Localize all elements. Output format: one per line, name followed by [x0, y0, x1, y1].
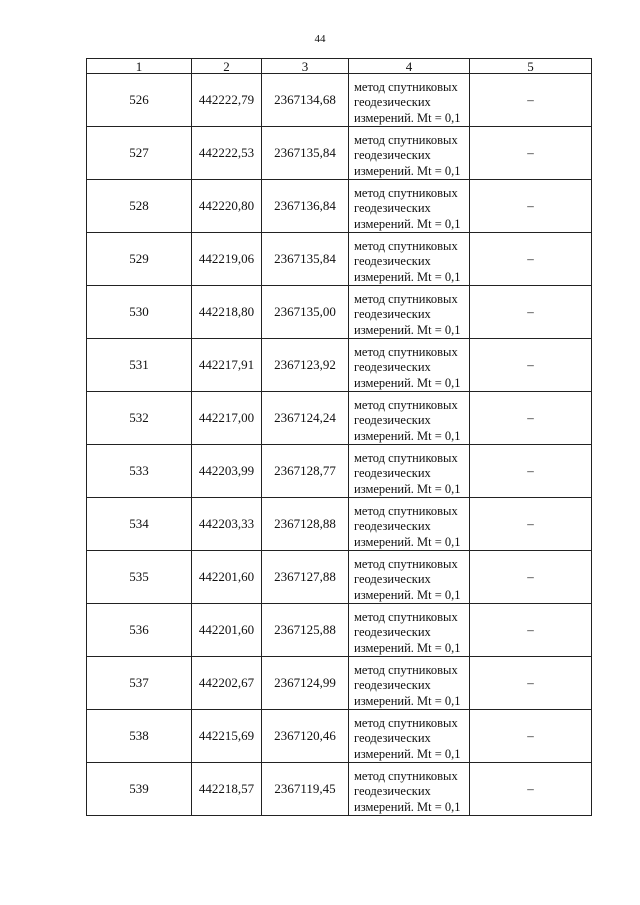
note-cell: – [470, 445, 592, 498]
x-coordinate-cell: 442215,69 [192, 710, 262, 763]
method-line: метод спутниковых [354, 132, 458, 147]
method-cell [349, 763, 470, 816]
method-line: метод спутниковых [354, 238, 458, 253]
point-number-cell: 535 [87, 551, 192, 604]
table-row [87, 74, 592, 127]
table-row [87, 392, 592, 445]
method-line: измерений. Mt = 0,1 [354, 693, 461, 708]
page-number: 44 [314, 33, 326, 45]
table-row [87, 445, 592, 498]
method-line: измерений. Mt = 0,1 [354, 481, 461, 496]
point-number-cell: 538 [87, 710, 192, 763]
y-coordinate-cell: 2367127,88 [262, 551, 349, 604]
note-cell: – [470, 339, 592, 392]
method-line: измерений. Mt = 0,1 [354, 322, 461, 337]
point-number-cell: 532 [87, 392, 192, 445]
method-line: метод спутниковых [354, 556, 458, 571]
note-cell: – [470, 498, 592, 551]
method-line: метод спутниковых [354, 344, 458, 359]
note-cell: – [470, 551, 592, 604]
point-number-cell: 534 [87, 498, 192, 551]
table-row [87, 286, 592, 339]
method-cell [349, 286, 470, 339]
x-coordinate-cell: 442217,00 [192, 392, 262, 445]
x-coordinate-cell: 442222,79 [192, 74, 262, 127]
x-coordinate-cell: 442201,60 [192, 551, 262, 604]
y-coordinate-cell: 2367135,84 [262, 127, 349, 180]
table-row [87, 604, 592, 657]
method-cell [349, 551, 470, 604]
method-line: геодезических [354, 678, 431, 692]
method-cell [349, 74, 470, 127]
y-coordinate-cell: 2367123,92 [262, 339, 349, 392]
table-row [87, 180, 592, 233]
method-line: геодезических [354, 625, 431, 639]
coordinates-table [86, 58, 592, 816]
header-cell-1: 1 [87, 59, 192, 74]
method-line: измерений. Mt = 0,1 [354, 375, 461, 390]
method-line: метод спутниковых [354, 79, 458, 94]
method-cell [349, 657, 470, 710]
note-cell: – [470, 763, 592, 816]
y-coordinate-cell: 2367128,88 [262, 498, 349, 551]
point-number-cell: 527 [87, 127, 192, 180]
y-coordinate-cell: 2367134,68 [262, 74, 349, 127]
y-coordinate-cell: 2367125,88 [262, 604, 349, 657]
method-line: метод спутниковых [354, 768, 458, 783]
method-cell [349, 710, 470, 763]
point-number-cell: 529 [87, 233, 192, 286]
x-coordinate-cell: 442203,33 [192, 498, 262, 551]
table-row [87, 551, 592, 604]
method-cell [349, 339, 470, 392]
x-coordinate-cell: 442203,99 [192, 445, 262, 498]
method-cell [349, 233, 470, 286]
point-number-cell: 531 [87, 339, 192, 392]
point-number-cell: 533 [87, 445, 192, 498]
table-row [87, 339, 592, 392]
method-line: метод спутниковых [354, 185, 458, 200]
x-coordinate-cell: 442218,57 [192, 763, 262, 816]
method-line: измерений. Mt = 0,1 [354, 110, 461, 125]
table-row [87, 498, 592, 551]
note-cell: – [470, 604, 592, 657]
method-line: геодезических [354, 784, 431, 798]
y-coordinate-cell: 2367135,00 [262, 286, 349, 339]
note-cell: – [470, 180, 592, 233]
method-cell [349, 604, 470, 657]
x-coordinate-cell: 442218,80 [192, 286, 262, 339]
method-line: геодезических [354, 413, 431, 427]
method-line: геодезических [354, 360, 431, 374]
method-line: геодезических [354, 307, 431, 321]
method-line: измерений. Mt = 0,1 [354, 428, 461, 443]
method-line: геодезических [354, 572, 431, 586]
method-line: геодезических [354, 201, 431, 215]
table-row [87, 657, 592, 710]
method-line: метод спутниковых [354, 397, 458, 412]
method-line: метод спутниковых [354, 609, 458, 624]
point-number-cell: 539 [87, 763, 192, 816]
method-cell [349, 180, 470, 233]
note-cell: – [470, 710, 592, 763]
method-line: измерений. Mt = 0,1 [354, 534, 461, 549]
method-cell [349, 392, 470, 445]
method-line: измерений. Mt = 0,1 [354, 216, 461, 231]
method-line: измерений. Mt = 0,1 [354, 587, 461, 602]
note-cell: – [470, 233, 592, 286]
method-line: геодезических [354, 466, 431, 480]
method-line: метод спутниковых [354, 450, 458, 465]
x-coordinate-cell: 442217,91 [192, 339, 262, 392]
header-cell-5: 5 [470, 59, 592, 74]
y-coordinate-cell: 2367124,99 [262, 657, 349, 710]
method-line: измерений. Mt = 0,1 [354, 746, 461, 761]
point-number-cell: 536 [87, 604, 192, 657]
point-number-cell: 526 [87, 74, 192, 127]
note-cell: – [470, 74, 592, 127]
method-line: измерений. Mt = 0,1 [354, 640, 461, 655]
method-line: геодезических [354, 519, 431, 533]
method-line: метод спутниковых [354, 503, 458, 518]
method-cell [349, 498, 470, 551]
table-header-row [87, 59, 592, 74]
method-line: измерений. Mt = 0,1 [354, 799, 461, 814]
x-coordinate-cell: 442222,53 [192, 127, 262, 180]
header-cell-4: 4 [349, 59, 470, 74]
note-cell: – [470, 127, 592, 180]
method-line: геодезических [354, 254, 431, 268]
method-line: геодезических [354, 95, 431, 109]
method-line: геодезических [354, 731, 431, 745]
method-line: метод спутниковых [354, 662, 458, 677]
note-cell: – [470, 392, 592, 445]
y-coordinate-cell: 2367128,77 [262, 445, 349, 498]
table-row [87, 233, 592, 286]
y-coordinate-cell: 2367136,84 [262, 180, 349, 233]
y-coordinate-cell: 2367135,84 [262, 233, 349, 286]
method-cell [349, 445, 470, 498]
y-coordinate-cell: 2367120,46 [262, 710, 349, 763]
x-coordinate-cell: 442220,80 [192, 180, 262, 233]
method-line: метод спутниковых [354, 291, 458, 306]
method-line: измерений. Mt = 0,1 [354, 269, 461, 284]
table-row [87, 127, 592, 180]
point-number-cell: 537 [87, 657, 192, 710]
method-cell [349, 127, 470, 180]
point-number-cell: 528 [87, 180, 192, 233]
y-coordinate-cell: 2367119,45 [262, 763, 349, 816]
table-row [87, 763, 592, 816]
method-line: метод спутниковых [354, 715, 458, 730]
note-cell: – [470, 286, 592, 339]
table-row [87, 710, 592, 763]
method-line: геодезических [354, 148, 431, 162]
note-cell: – [470, 657, 592, 710]
method-line: измерений. Mt = 0,1 [354, 163, 461, 178]
point-number-cell: 530 [87, 286, 192, 339]
header-cell-3: 3 [262, 59, 349, 74]
x-coordinate-cell: 442202,67 [192, 657, 262, 710]
x-coordinate-cell: 442201,60 [192, 604, 262, 657]
y-coordinate-cell: 2367124,24 [262, 392, 349, 445]
x-coordinate-cell: 442219,06 [192, 233, 262, 286]
header-cell-2: 2 [192, 59, 262, 74]
